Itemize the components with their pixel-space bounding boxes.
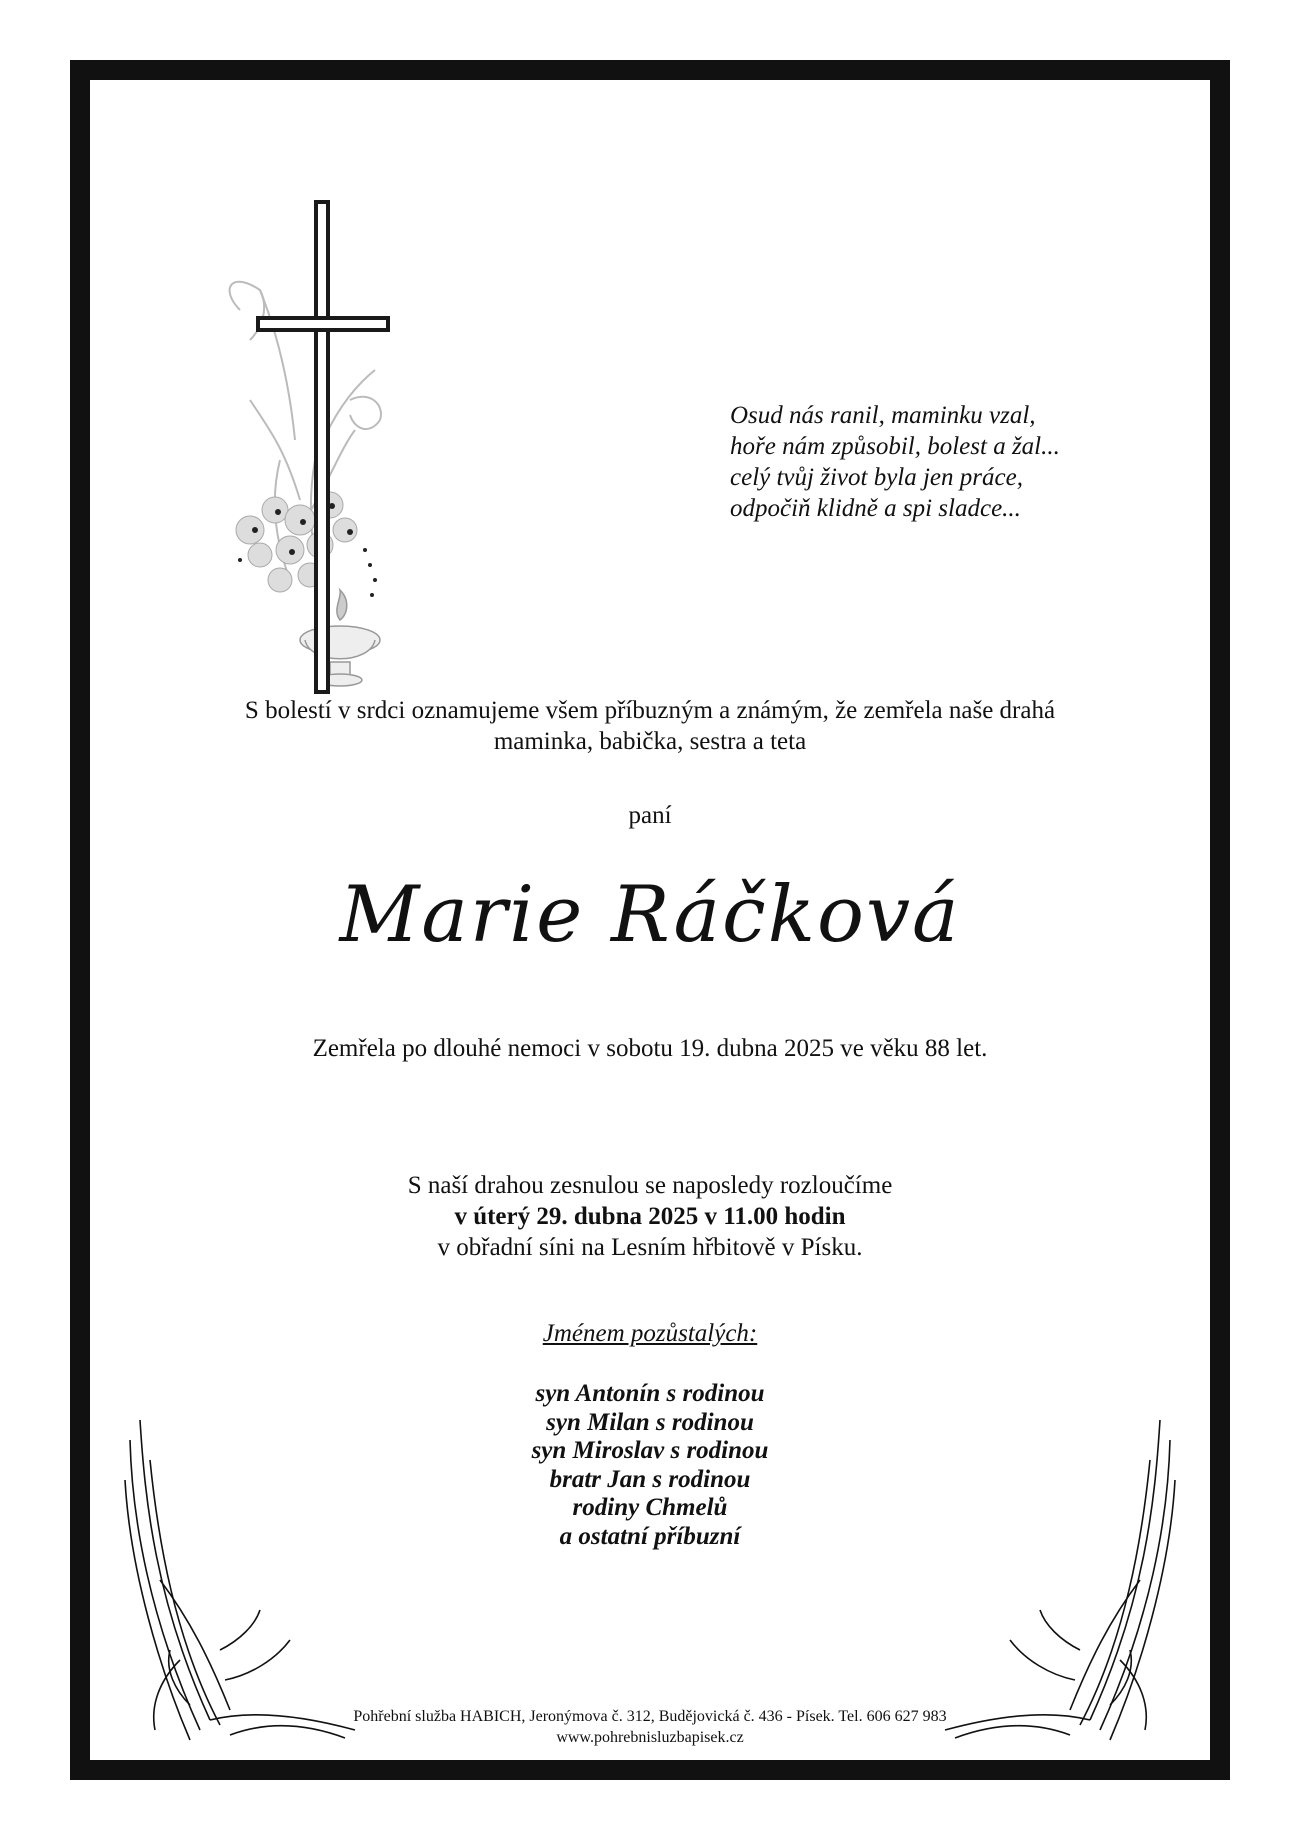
deceased-name: Marie Ráčková bbox=[339, 870, 961, 960]
survivor-item: syn Miroslav s rodinou bbox=[531, 1437, 769, 1464]
funeral-service-contact: Pohřební služba HABICH, Jeronýmova č. 312, Budějovická č. 436 - Písek. Tel. 606 627 983 bbox=[353, 1708, 947, 1725]
corner-plant-left-icon bbox=[120, 1420, 360, 1750]
memorial-verse bbox=[730, 400, 1150, 524]
announcement-line: S bolestí v srdci oznamujeme všem příbuzným a známým, že zemřela naše drahá bbox=[244, 697, 1056, 724]
death-info: Zemřela po dlouhé nemoci v sobotu 19. dubna 2025 ve věku 88 let. bbox=[312, 1035, 988, 1062]
ceremony-info bbox=[90, 1170, 1210, 1263]
announcement-text bbox=[90, 695, 1210, 757]
verse-line: celý tvůj život byla jen práce, bbox=[730, 464, 1023, 491]
verse-line: hoře nám způsobil, bolest a žal... bbox=[730, 433, 1060, 460]
survivor-item: rodiny Chmelů bbox=[572, 1494, 728, 1521]
ceremony-date: v úterý 29. dubna 2025 v 11.00 hodin bbox=[454, 1203, 846, 1230]
survivor-item: syn Antonín s rodinou bbox=[535, 1380, 765, 1407]
survivor-item: a ostatní příbuzní bbox=[559, 1522, 741, 1550]
honorific: paní bbox=[628, 802, 672, 829]
black-border-frame bbox=[70, 60, 1230, 1780]
survivor-item: syn Milan s rodinou bbox=[546, 1408, 754, 1436]
ceremony-line: S naší drahou zesnulou se naposledy rozloučíme bbox=[407, 1172, 893, 1199]
cross-flowers-icon bbox=[180, 200, 500, 700]
survivor-item: bratr Jan s rodinou bbox=[549, 1465, 751, 1493]
survivors-heading: Jménem pozůstalých: bbox=[542, 1320, 758, 1347]
verse-line: Osud nás ranil, maminku vzal, bbox=[730, 402, 1036, 429]
announcement-line: maminka, babička, sestra a teta bbox=[493, 728, 807, 755]
corner-plant-right-icon bbox=[940, 1420, 1180, 1750]
website-link: www.pohrebnisluzbapisek.cz bbox=[556, 1729, 744, 1746]
verse-line: odpočiň klidně a spi sladce... bbox=[730, 495, 1021, 522]
ceremony-place: v obřadní síni na Lesním hřbitově v Písku. bbox=[437, 1234, 863, 1261]
